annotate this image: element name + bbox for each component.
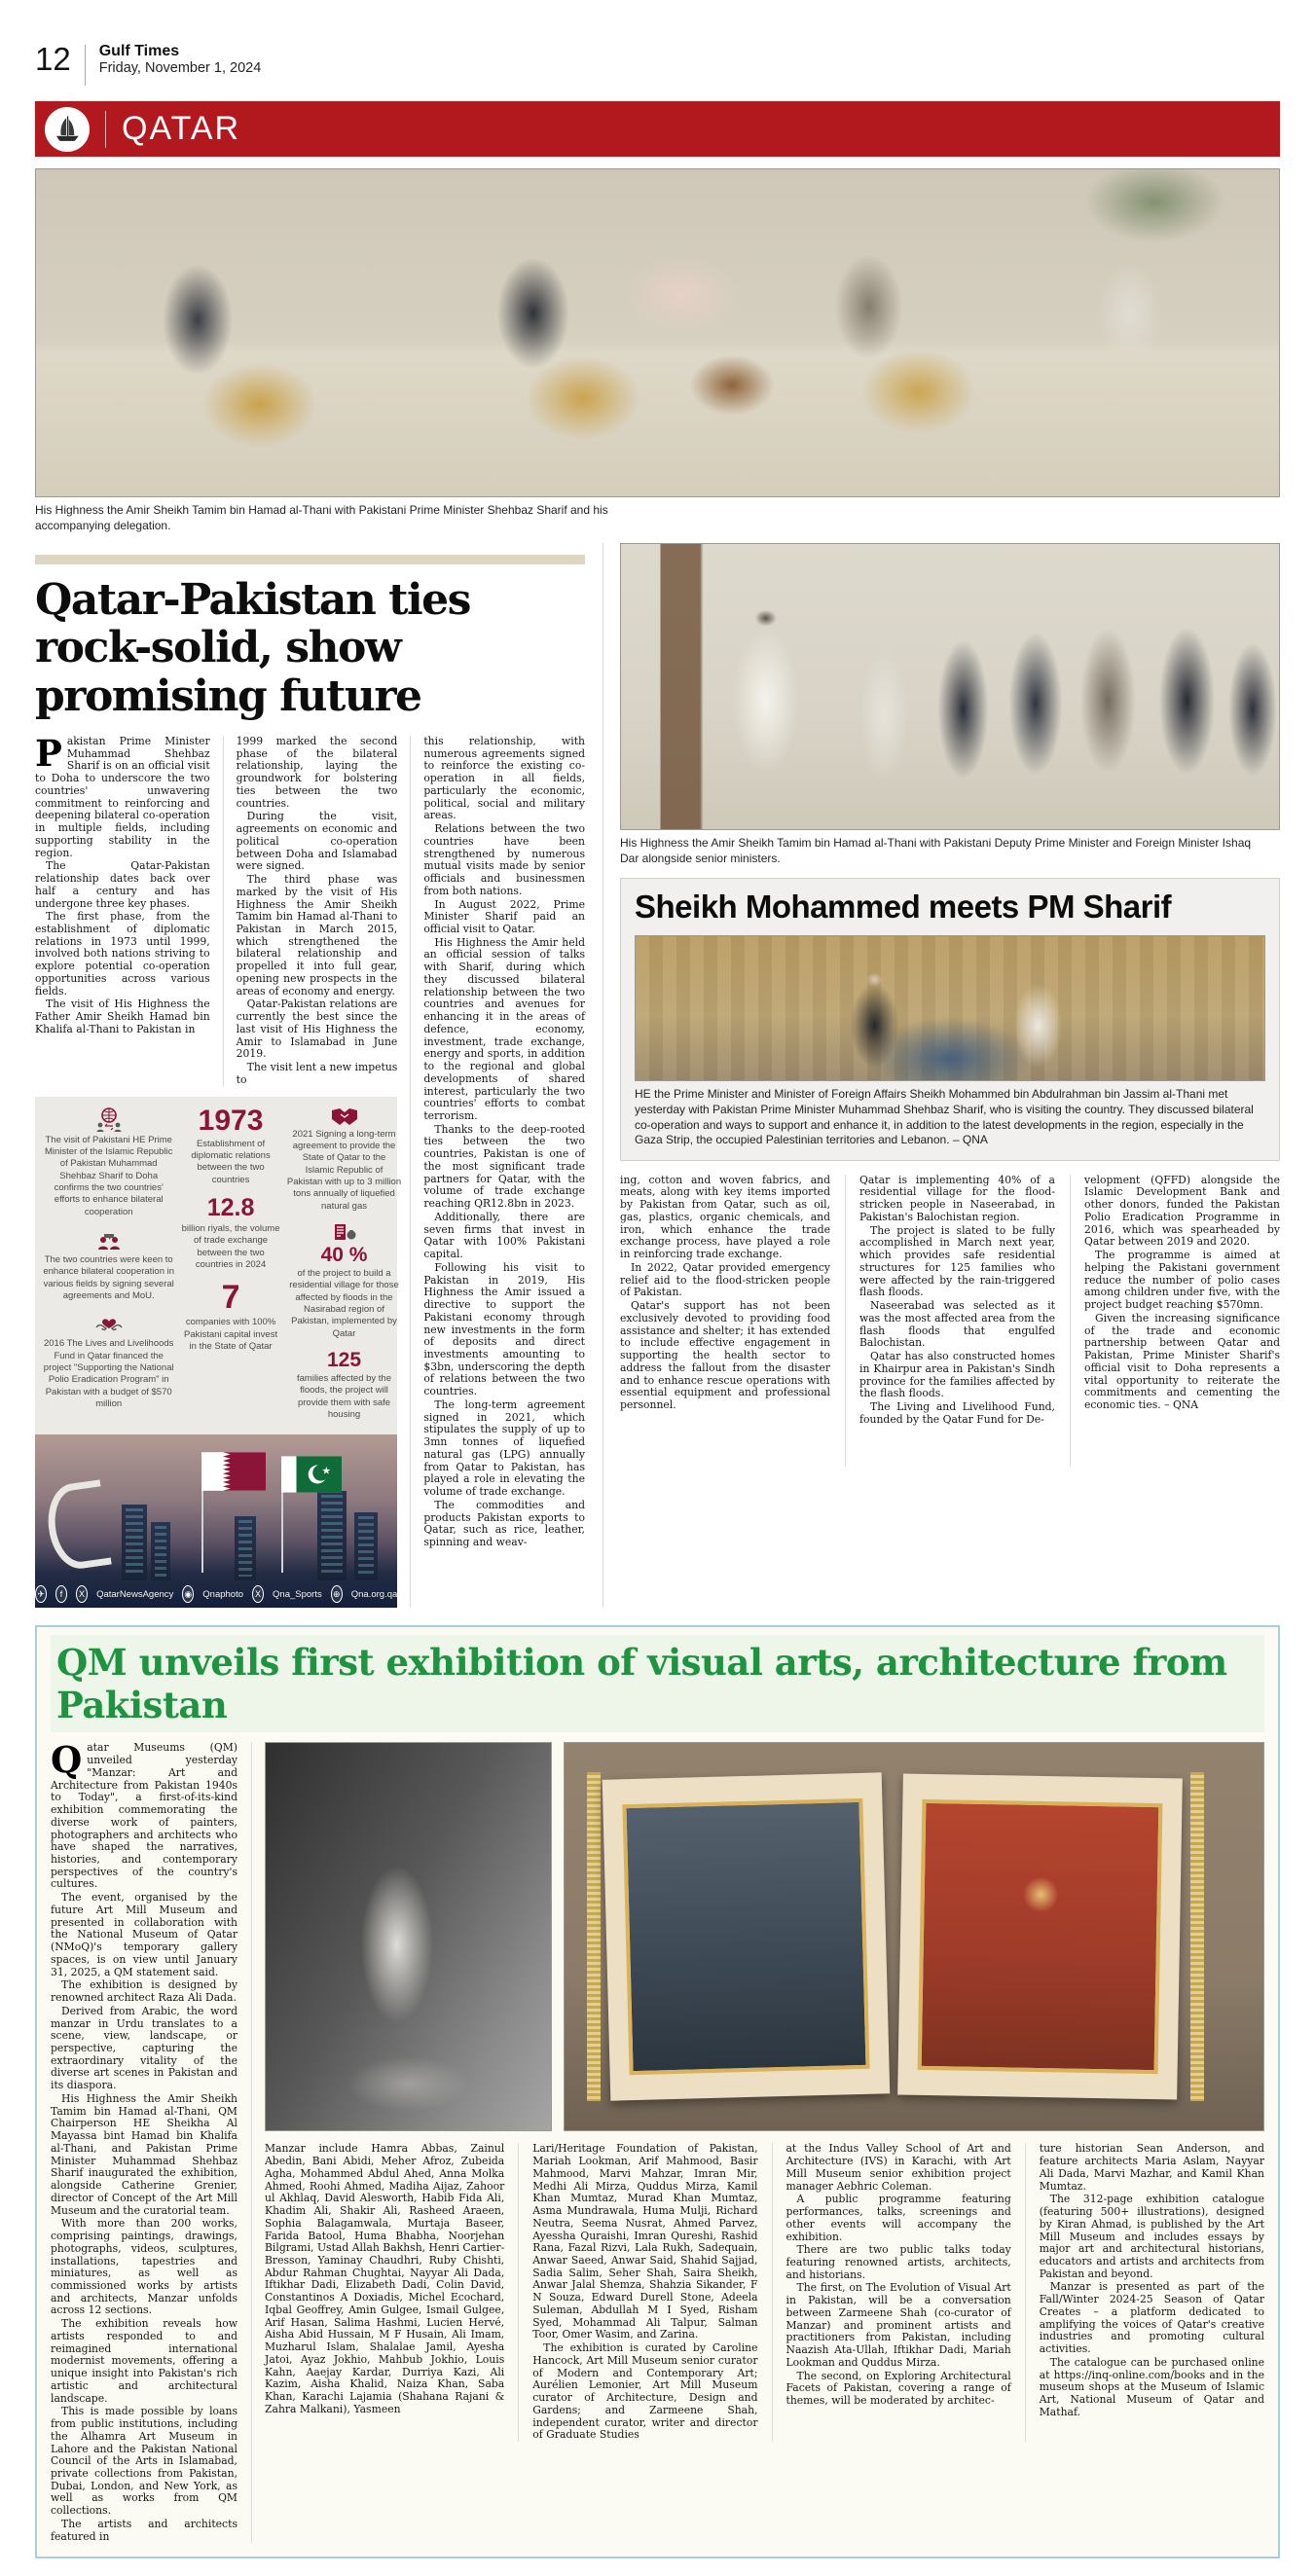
article-column-1: Pakistan Prime Minister Muhammad Shehbaz Sharif is on an official visit to Doha to underscore the two countries' unwavering commitment to reinforcing and deepening bilateral co-operation in multiple fields, including supporting stability in the region. The Qatar-Pakistan relationship dates back over half a century and has undergone three key phases. The first phase, from the establishment of diplomatic relations in 1973 until 1999, involved both nations striving to explore potential co-operation opportunities across various fields. The visit of His Highness the Father Amir Sheikh Hamad bin Khalifa al-Thani to Pakistan in — [35, 731, 210, 1035]
handle-qna-web: Qna.org.qa — [350, 1588, 398, 1600]
lead-photo-caption: His Highness the Amir Sheikh Tamim bin Hamad al-Thani with Pakistani Prime Minister Shehbaz Sharif and his accompanying delegation. — [35, 503, 608, 532]
masthead-divider — [85, 45, 86, 86]
stat-companies: 7 companies with 100% Pakistani capital invest in the State of Qatar — [184, 1279, 278, 1352]
infographic-item-visit: The visit of Pakistani HE Prime Minister of the Islamic Republic of Pakistan Muhammad Shehbaz Sharif to Doha confirms the two countries' efforts to enhance bilateral cooperation — [43, 1107, 174, 1218]
second-photo-caption: His Highness the Amir Sheikh Tamim bin Hamad al-Thani with Pakistani Deputy Prime Minister and Foreign Minister Ishaq Dar alongside senior ministers. — [620, 836, 1252, 865]
handle-qnaphoto: Qnaphoto — [202, 1588, 244, 1600]
infographic-right-column — [287, 1107, 402, 1432]
main-headline: Qatar-Pakistan ties rock-solid, show promising future — [35, 575, 470, 721]
section-title: QATAR — [122, 110, 241, 147]
article-column-6: velopment (QFFD) alongside the Islamic Development Bank and other donors, funded the Pakistan Polio Eradication Programme in 2016, which was spearheaded by Qatar between 2019 and 2020. The programme is aimed at helping the Pakistani government reduce the number of polio cases among children under five, with the project budget reaching $570mn. Given the increasing significance of the trade and economic partnership between Qatar and Pakistan, Prime Minister Sharif's official visit to Doha represents a vital opportunity to reiterate the commitments and cementing the economic ties. – QNA — [1070, 1175, 1280, 1467]
dhow-logo-icon — [45, 107, 90, 152]
publication-name: Gulf Times — [98, 43, 180, 59]
infographic-item-agreements: The two countries were keen to enhance bilateral cooperation in various fields by signing several agreements and MoU. — [43, 1228, 174, 1302]
sheikh-box-headline: Sheikh Mohammed meets PM Sharif — [635, 889, 1172, 925]
right-column-zone — [603, 543, 1280, 1608]
handshake-icon — [330, 1107, 359, 1126]
facebook-icon: f — [55, 1585, 67, 1603]
article-column-2: 1999 marked the second phase of the bilateral relationship, laying the groundwork for bolstering ties between the two countries. During the visit, agreements on economic and political co-operation between Doha and Islamabad were signed. The third phase was marked by the visit of His Highness the Amir Sheikh Tamim bin Hamad al-Thani to Pakistan in March 2015, which strengthened the bilateral relationship and propelled it into full gear, opening new prospects in the areas of economy and energy. Qatar-Pakistan relations are currently the best since the last visit of His Highness the Amir to Islamabad in June 2019. The visit lent a new impetus to — [223, 736, 398, 1087]
exhibition-column-4: ture historian Sean Anderson, and feature architects Maria Aslam, Nayyar Ali Dada, Marvi Mazhar, and Kamil Khan Mumtaz. The 312-page exhibition catalogue (featuring 500+ illustrations), designed by Kiran Ahmad, is published by the Art Mill Museum and includes essays by major art and architectural historians, educators and artists and architects from Pakistan and beyond. Manzar is presented as part of the Fall/Winter 2024-25 Season of Qatar Creates – a platform dedicated to amplifying the voices of Qatar's creative industries and promoting cultural activities. The catalogue can be purchased online at https://inq-online.com/books and in the museum shops at the Museum of Islamic Art, National Museum of Qatar and Mathaf. — [1025, 2143, 1264, 2442]
article-column-4: ing, cotton and woven fabrics, and meats, along with key items imported by Pakistan from Qatar, such as oil, gas, plastics, organic chemicals, and iron, which enhance the trade exchange process, have played a role in reinforcing trade exchange. In 2022, Qatar provided emergency relief aid to the flood-stricken people of Pakistan. Qatar's support has not been exclusively devoted to providing food assistance and shelter; it has extended to include effective engagement in supporting the health sector to address the fallout from the disaster and to enhance rescue operations with essential equipment and professional personnel. — [620, 1173, 830, 1411]
globe-people-icon — [94, 1107, 124, 1132]
catalogue-left-page — [603, 1773, 891, 2101]
main-article — [35, 543, 585, 1608]
headline-rule — [35, 555, 585, 564]
building-money-icon — [332, 1222, 357, 1242]
exhibition-headline: QM unveils first exhibition of visual arts, architecture from Pakistan — [51, 1635, 1264, 1732]
publication-date: Friday, November 1, 2024 — [98, 60, 262, 77]
telegram-icon: ✈ — [35, 1585, 47, 1603]
exhibition-column-names-2: Lari/Heritage Foundation of Pakistan, Mariah Lookman, Arif Mahmood, Basir Mahmood, Marvi Mahzar, Imran Mir, Medhi Ali Mirza, Quddus Mirza, Kamil Khan Mumtaz, Murad Khan Mumtaz, Asma Mundrawala, Huma Mulji, Richard Neutra, Seema Nusrat, Ahmed Parvez, Ayessha Quraishi, Imran Qureshi, Rashid Rana, Fazal Rizvi, Lala Rukh, Sadequain, Anwar Saeed, Anwar Said, Shahid Sajjad, Sadia Salim, Seher Shah, Saira Sheikh, Anwar Jalal Shemza, Shahzia Sikander, F N Souza, Edward Durell Stone, Adeela Suleman, Abdullah M I Syed, Risham Syed, Mohammad Ali Talpur, Salman Toor, Omer Wasim, and Zarina. The exhibition is curated by Caroline Hancock, Art Mill Museum senior curator of Modern and Contemporary Art; Aurélien Lemonier, Art Mill Museum curator of Architecture, Design and Gardens; and Zarmeene Shah, independent curator, writer and director of Graduate Studies — [518, 2143, 757, 2442]
exhibition-column-names-1: Manzar include Hamra Abbas, Zainul Abedin, Bani Abidi, Meher Afroz, Zubeida Agha, Mohammed Abdul Ahed, Anna Molka Ahmed, Roohi Ahmed, Madiha Aijaz, Zahoor ul Akhlaq, David Alesworth, Habib Fida Ali, Khadim Ali, Shakir Ali, Rasheed Araeen, Sophia Balagamwala, Murtaja Baseer, Farida Batool, Huma Bhabha, Noorjehan Bilgrami, Ustad Allah Bakhsh, Henri Cartier-Bresson, Yaminay Chaudhri, Ruby Chishti, Abdur Rahman Chughtai, Nayyar Ali Dada, Iftikhar Dadi, Elizabeth Dadi, Colin David, Constantinos A Doxiadis, Michel Ecochard, Iqbal Geoffrey, Amin Gulgee, Ismail Gulgee, Arif Hasan, Salima Hashmi, Lucien Hervé, Aisha Abid Hussain, M F Husain, Ali Imam, Muzharul Islam, Shalalae Jamil, Ayesha Jatoi, Ayaz Jokhio, Mahbub Jokhio, Louis Kahn, Aaejay Kardar, Durriya Kazi, Ali Kazim, Aisha Khalid, Naiza Khan, Saba Khan, Karachi Lajamia (Shahana Rajani & Zahra Malkani), Yasmeen — [265, 2142, 505, 2415]
qatar-pakistan-infographic — [35, 1097, 402, 1609]
article-column-3: this relationship, with numerous agreements signed to reinforce the existing co-operation in all fields, particularly the economic, political, social and military areas. Relations between the two countries have been strengthened by numerous mutual visits made by senior officials and businessmen from both nations. In August 2022, Prime Minister Sharif paid an official visit to Qatar. His Highness the Amir held an official session of talks with Sharif, during which they discussed bilateral relationship between the two countries and avenues for enhancing it in the areas of defence, economy, investment, trade exchange, energy and sports, in addition to the regional and global developments of shared interest, particularly the two countries' efforts to combat terrorism. Thanks to the deep-rooted ties between the two countries, Pakistan is one of the most significant trade partners for Qatar, with the volume of trade exchange reaching QR12.8bn in 2023. Additionally, there are seven firms that invest in Qatar with 100% Pakistani capital. Following his visit to Pakistan in 2019, His Highness the Amir issued a directive to support the Pakistani economy through new investments in the form of deposits and direct investments amounting to $3bn, underscoring the depth of relations between the two countries. The long-term agreement signed in 2021, which stipulates the supply of up to 3mn tonnes of liquefied natural gas (LPG) annually from Qatar to Pakistan, has played a role in elevating the volume of trade exchange. The commodities and products Pakistan exports to Qatar, such as rice, leather, spinning and weav- — [410, 736, 585, 1608]
stat-1973: 1973 Establishment of diplomatic relations between the two countries — [191, 1104, 271, 1185]
instagram-icon: ◉ — [182, 1585, 194, 1603]
hands-heart-icon — [94, 1312, 124, 1335]
pakistan-flag — [281, 1456, 342, 1498]
infographic-item-lng: 2021 Signing a long-term agreement to provide the State of Qatar to the Islamic Republic of Pakistan with up to 3 million tons annually of liquefied natural gas — [287, 1107, 402, 1213]
social-bar — [35, 1585, 397, 1603]
photo-amir-receives-pm-delegation — [35, 168, 1280, 497]
stat-families: 125 families affected by the floods, the project will provide them with safe housing — [297, 1349, 391, 1421]
sheikh-box-caption: HE the Prime Minister and Minister of Foreign Affairs Sheikh Mohammed bin Abdulrahman bin Jassim al-Thani met yesterday with Pakistan Prime Minister Muhammad Shehbaz Sharif, who is visiting the country. They discussed bilateral co-operation and ways to support and enhance it, in addition to the latest developments in the region, especially in the Gaza Strip, the occupied Palestinian territories and Lebanon. – QNA — [635, 1087, 1254, 1147]
infographic-left-column — [43, 1107, 174, 1432]
stat-trade-volume: 12.8 billion riyals, the volume of trade exchange between the two countries in 2024 — [181, 1193, 280, 1270]
photo-amir-with-deputy-pm — [620, 543, 1280, 830]
handle-qna-sports: Qna_Sports — [273, 1588, 322, 1600]
x-icon: X — [252, 1585, 264, 1603]
handle-qna: QatarNewsAgency — [96, 1588, 174, 1600]
article-column-5: Qatar is implementing 40% of a residential village for the flood-stricken people in Naseerabad, in Pakistan's Balochistan region. The project is slated to be fully accomplished in March next year, which provides safe residential structures for 125 families who were affected by the rain-triggered flash floods. Naseerabad was selected as it was the most affected area from the flash floods that engulfed Balochistan. Qatar has also constructed homes in Khairpur area in Pakistan's Sindh province for the families affected by the flash floods. The Living and Livelihood Fund, founded by the Qatar Fund for De- — [845, 1175, 1055, 1467]
infographic-stats-column — [180, 1104, 280, 1432]
infographic-skyline — [35, 1434, 397, 1608]
crescent-monument — [43, 1480, 112, 1573]
photo-pm-meeting — [635, 935, 1265, 1081]
exhibition-article — [35, 1625, 1280, 2558]
meeting-icon — [94, 1228, 124, 1252]
exhibition-column-3: at the Indus Valley School of Art and Architecture (IVS) in Karachi, with Art Mill Museum senior exhibition project manager Aebhric Coleman. A public programme featuring performances, talks, screenings and other events will accompany the exhibition. There are two public talks today featuring renowned artists, architects, and historians. The first, on The Evolution of Visual Art in Pakistan, will be a conversation between Zarmeene Shah (co-curator of Manzar) and prominent artists and practitioners from Pakistan, including Naazish Ata-Ullah, Iftikhar Dadi, Mariah Lookman and Quddus Mirza. The second, on Exploring Architectural Facets of Pakistan, covering a range of themes, will be moderated by architec- — [772, 2143, 1011, 2442]
masthead-title-block — [99, 43, 262, 78]
section-banner — [35, 101, 1280, 157]
newspaper-page — [35, 0, 1280, 2576]
catalogue-right-page — [897, 1774, 1183, 2100]
stat-residential-village: 40 % of the project to build a residential village for those affected by floods in the Nasirabad region of Pakistan, implemented by Qatar — [287, 1222, 402, 1340]
photo-exhibition-catalogue-spread — [564, 1742, 1264, 2131]
page-number: 12 — [35, 41, 71, 77]
photo-dancer-artwork — [265, 1742, 552, 2131]
qatar-flag — [201, 1452, 266, 1496]
globe-icon: ⊕ — [331, 1585, 343, 1603]
exhibition-intro-column: Qatar Museums (QM) unveiled yesterday "Manzar: Art and Architecture from Pakistan 1940s to Today", a first-of-its-kind exhibition commemorating the diverse work of painters, photographers and architects who have shaped the narratives, histories, and contemporary perspectives of the country's cultures. The event, organised by the future Art Mill Museum and presented in collaboration with the National Museum of Qatar (NMoQ)'s temporary gallery spaces, is on view until January 31, 2025, a QM statement said. The exhibition is designed by renowned architect Raza Ali Dada. Derived from Arabic, the word manzar in Urdu translates to a scene, view, landscape, or perspective, capturing the extraordinary vitality of the diverse art scenes in Pakistan and its diaspora. His Highness the Amir Sheikh Tamim bin Hamad al-Thani, QM Chairperson HE Sheikha Al Mayassa bint Hamad bin Khalifa al-Thani, and Pakistan Prime Minister Muhammad Shehbaz Sharif inaugurated the exhibition, alongside Catherine Grenier, director of Concept of the Art Mill Museum and the curatorial team. With more than 200 works, comprising paintings, drawings, photographs, videos, sculptures, installations, tapestries and miniatures, as well as commissioned works by artists and architects, Manzar unfolds across 12 sections. The exhibition reveals how artists responded to and reimagined international modernist movements, offering a unique insight into Pakistan's rich artistic and architectural landscape. This is made possible by loans from public institutions, including the Alhamra Art Museum in Lahore and the Pakistan National Council of the Arts in Islamabad, private collections from Pakistan, Dubai, London, and New York, as well as works from QM collections. The artists and architects featured in — [51, 1738, 237, 2543]
infographic-item-fund: 2016 The Lives and Livelihoods Fund in Qatar financed the project "Supporting the National Polio Eradication Program" in Pakistan with a budget of $570 million — [43, 1312, 174, 1410]
banner-divider — [105, 111, 106, 148]
masthead — [35, 43, 1280, 93]
sheikh-mohammed-box — [620, 878, 1280, 1160]
exhibition-right-area — [251, 1742, 1264, 2543]
x-icon: X — [76, 1585, 88, 1603]
